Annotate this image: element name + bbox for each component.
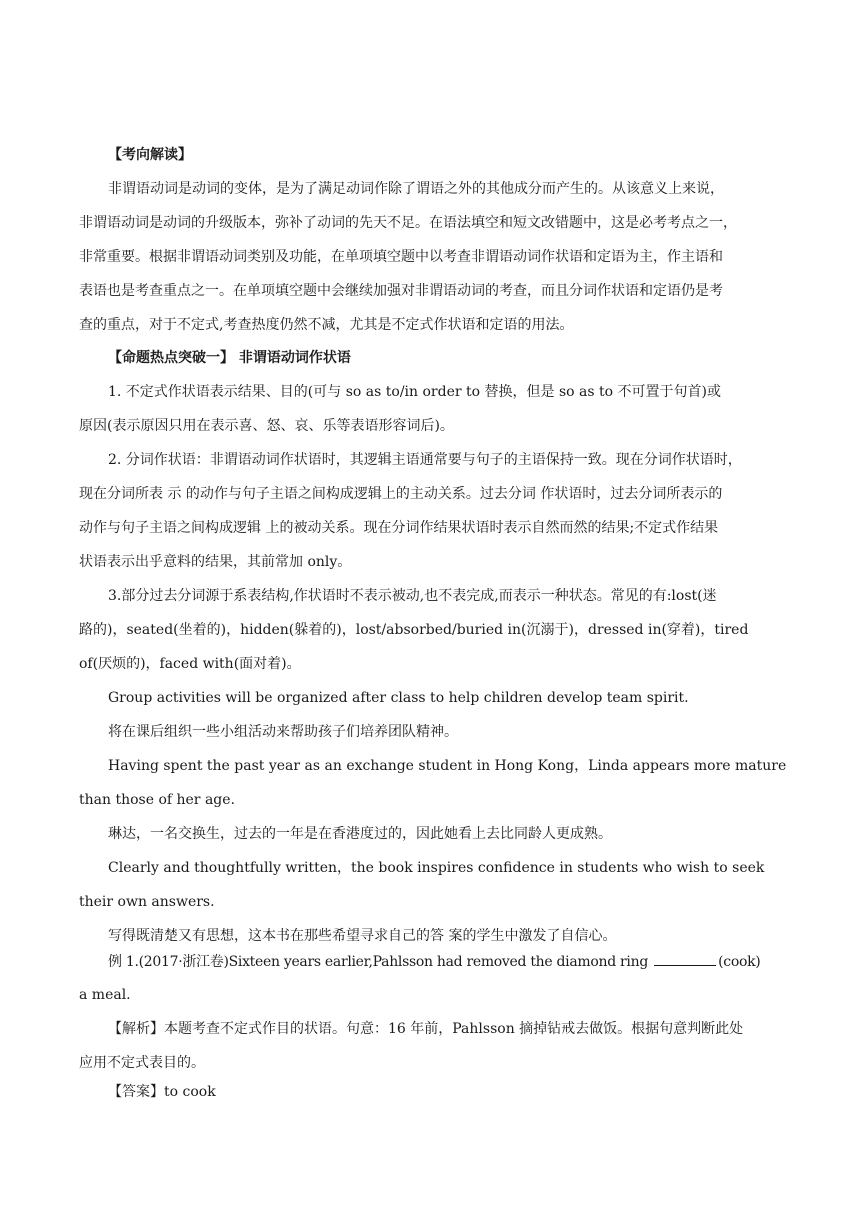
example-sentence-en: their own answers. — [79, 894, 215, 910]
answer-text: 【答案】to cook — [108, 1084, 216, 1100]
example-sentence-en: Group activities will be organized after class to help children develop team spirit. — [108, 690, 689, 706]
paragraph-line: 1. 不定式作状语表示结果、目的(可与 so as to/in order to 替换，但是 so as to 不可置于句首)或 — [108, 384, 721, 400]
exercise-hint: (cook) — [718, 954, 761, 970]
example-sentence-en: Clearly and thoughtfully written，the book inspires confidence in students who wish to seek — [108, 860, 765, 876]
example-sentence-en: than those of her age. — [79, 792, 235, 808]
paragraph-line: 动作与句子主语之间构成逻辑 上的被动关系。现在分词作结果状语时表示自然而然的结果;不定式作结果 — [79, 520, 719, 536]
paragraph-line: 非常重要。根据非谓语动词类别及功能，在单项填空题中以考查非谓语动词作状语和定语为主，作主语和 — [79, 249, 723, 265]
section-heading-kaoxiang: 【考向解读】 — [108, 147, 192, 163]
answer-blank — [654, 951, 716, 966]
paragraph-line: 非谓语动词是动词的升级版本，弥补了动词的先天不足。在语法填空和短文改错题中，这是必考考点之一， — [79, 215, 737, 231]
exercise-question-cont: a meal. — [79, 987, 131, 1003]
section-heading-hotspot: 【命题热点突破一】 非谓语动词作状语 — [108, 350, 351, 366]
paragraph-line: 非谓语动词是动词的变体，是为了满足动词作除了谓语之外的其他成分而产生的。从该意义上来说， — [108, 181, 724, 197]
paragraph-line: 查的重点，对于不定式,考查热度仍然不减，尤其是不定式作状语和定语的用法。 — [79, 317, 574, 333]
example-sentence-en: Having spent the past year as an exchange student in Hong Kong，Linda appears more mature — [108, 758, 787, 774]
exercise-prefix: 例 1.(2017·浙江卷)Sixteen years earlier,Pahlsson had removed the diamond ring — [108, 954, 653, 970]
paragraph-line: 原因(表示原因只用在表示喜、怒、哀、乐等表语形容词后)。 — [79, 418, 454, 434]
example-sentence-zh: 琳达，一名交换生，过去的一年是在香港度过的，因此她看上去比同龄人更成熟。 — [108, 826, 612, 842]
example-sentence-zh: 写得既清楚又有思想，这本书在那些希望寻求自己的答 案的学生中激发了自信心。 — [108, 928, 617, 944]
paragraph-line: 2. 分词作状语：非谓语动词作状语时，其逻辑主语通常要与句子的主语保持一致。现在分词作状语时， — [108, 452, 742, 468]
paragraph-line: 现在分词所表 示 的动作与句子主语之间构成逻辑上的主动关系。过去分词 作状语时，过去分词所表示的 — [79, 486, 723, 502]
analysis-text: 应用不定式表目的。 — [79, 1055, 205, 1071]
paragraph-line: 3.部分过去分词源于系表结构,作状语时不表示被动,也不表完成,而表示一种状态。常见的有:lost(迷 — [108, 588, 717, 604]
paragraph-line: 路的)，seated(坐着的)，hidden(躲着的)，lost/absorbed/buried in(沉溺于)，dressed in(穿着)，tired — [79, 622, 749, 638]
example-sentence-zh: 将在课后组织一些小组活动来帮助孩子们培养团队精神。 — [108, 724, 458, 740]
paragraph-line: 表语也是考查重点之一。在单项填空题中会继续加强对非谓语动词的考查，而且分词作状语和定语仍是考 — [79, 283, 723, 299]
paragraph-line: of(厌烦的)，faced with(面对着)。 — [79, 656, 301, 672]
exercise-question — [108, 951, 760, 972]
paragraph-line: 状语表示出乎意料的结果，其前常加 only。 — [79, 554, 352, 570]
analysis-text: 【解析】本题考查不定式作目的状语。句意：16 年前，Pahlsson 摘掉钻戒去做饭。根据句意判断此处 — [108, 1021, 744, 1037]
